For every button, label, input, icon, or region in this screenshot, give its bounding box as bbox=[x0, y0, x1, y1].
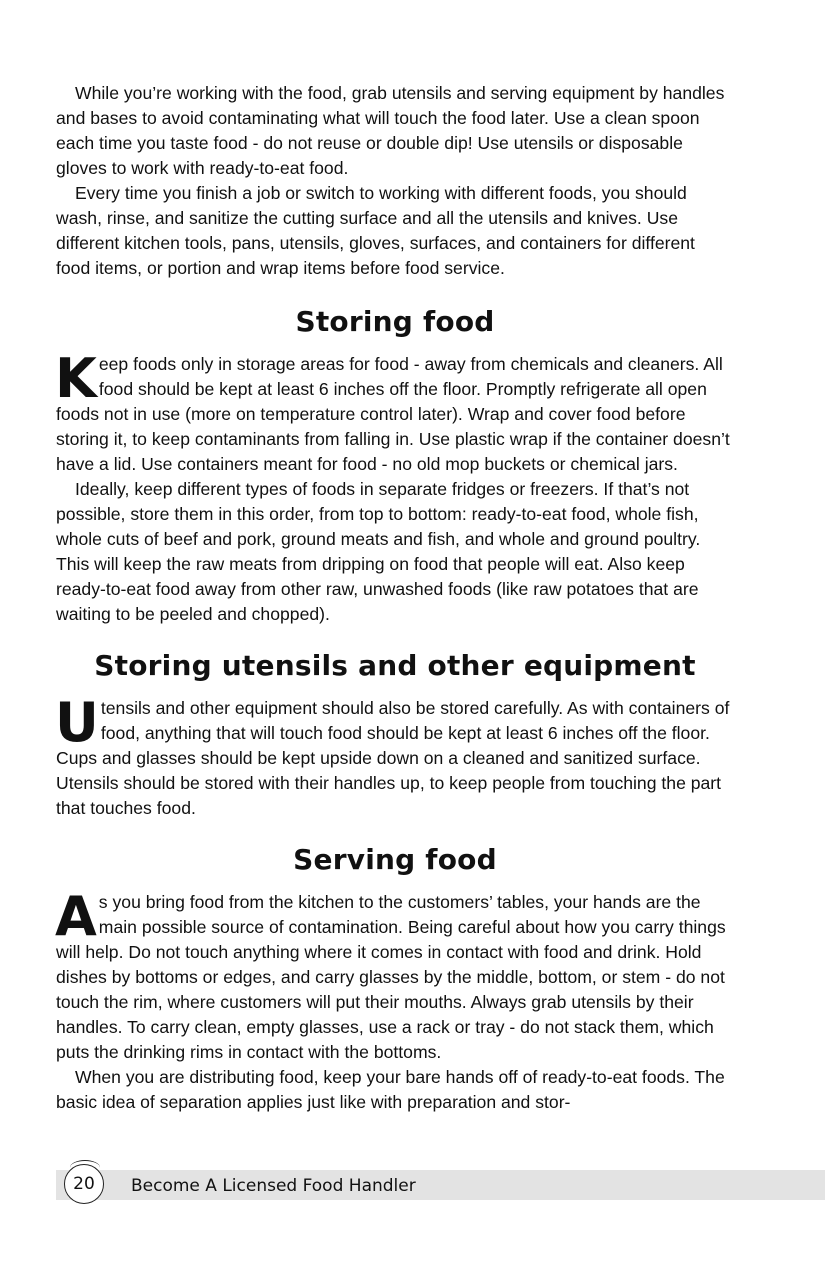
storing-food-paragraph-1-text: eep foods only in storage areas for food - away from chemicals and cleaners. All food should be kept at least 6 inches off the floor. Promptly refrigerate all open foods not in use (more on temperature control later). Wrap and cover food before storing it, to keep contaminants from falling in. Use plastic wrap if the container doesn’t have a lid. Use containers meant for food - no old mop buckets or chemical jars. bbox=[56, 354, 730, 474]
intro-paragraph-1: While you’re working with the food, grab utensils and serving equipment by handles and bases to avoid contaminating what will touch the food later. Use a clean spoon each time you taste food - do not reuse or double dip! Use utensils or disposable gloves to work with ready-to-eat food. bbox=[56, 83, 725, 178]
heading-storing-food: Storing food bbox=[295, 305, 495, 338]
page-number: 20 bbox=[64, 1164, 104, 1204]
heading-storing-utensils: Storing utensils and other equipment bbox=[94, 649, 696, 682]
serving-food-paragraph-2: When you are distributing food, keep your bare hands off of ready-to-eat foods. The basic idea of separation applies just like with preparation and stor- bbox=[56, 1067, 725, 1112]
storing-food-paragraph-2: Ideally, keep different types of foods in separate fridges or freezers. If that’s not possible, store them in this order, from top to bottom: ready-to-eat food, whole fish, whole cuts of beef and pork, ground meats and fish, and whole and ground poultry. This will keep the raw meats from dripping on food that people will eat. Also keep ready-to-eat food away from other raw, unwashed foods (like raw potatoes that are waiting to be peeled and chopped). bbox=[56, 479, 701, 624]
storing-utensils-paragraph-1-text: tensils and other equipment should also be stored carefully. As with containers of food, anything that will touch food should be kept at least 6 inches off the floor. Cups and glasses should be kept upside down on a cleaned and sanitized surface. Utensils should be stored with their handles up, to keep people from touching the part that touches food. bbox=[56, 698, 730, 818]
serving-food-paragraph-1 bbox=[55, 885, 734, 1065]
serving-food-paragraph-1-text: s you bring food from the kitchen to the customers’ tables, your hands are the main possible source of contamination. Being careful about how you carry things will help. Do not touch anything where it comes in contact with food and drink. Hold dishes by bottoms or edges, and carry glasses by the middle, bottom, or stem - do not touch the rim, where customers will put their mouths. Always grab utensils by their handles. To carry clean, empty glasses, use a rack or tray - do not stack them, which puts the drinking rims in contact with the bottoms. bbox=[56, 892, 726, 1062]
heading-serving-food: Serving food bbox=[293, 843, 497, 876]
storing-utensils-paragraph-1 bbox=[55, 691, 734, 821]
storing-food-paragraph-1 bbox=[55, 347, 734, 477]
dropcap-k: K bbox=[55, 347, 97, 410]
dropcap-a: A bbox=[55, 885, 97, 948]
page-body bbox=[56, 81, 734, 1115]
footer-book-title: Become A Licensed Food Handler bbox=[131, 1176, 416, 1196]
dropcap-u: U bbox=[55, 691, 99, 754]
intro-paragraph-2: Every time you finish a job or switch to working with different foods, you should wash, rinse, and sanitize the cutting surface and all the utensils and knives. Use different kitchen tools, pans, utensils, gloves, surfaces, and containers for different food items, or portion and wrap items before food service. bbox=[56, 183, 695, 278]
